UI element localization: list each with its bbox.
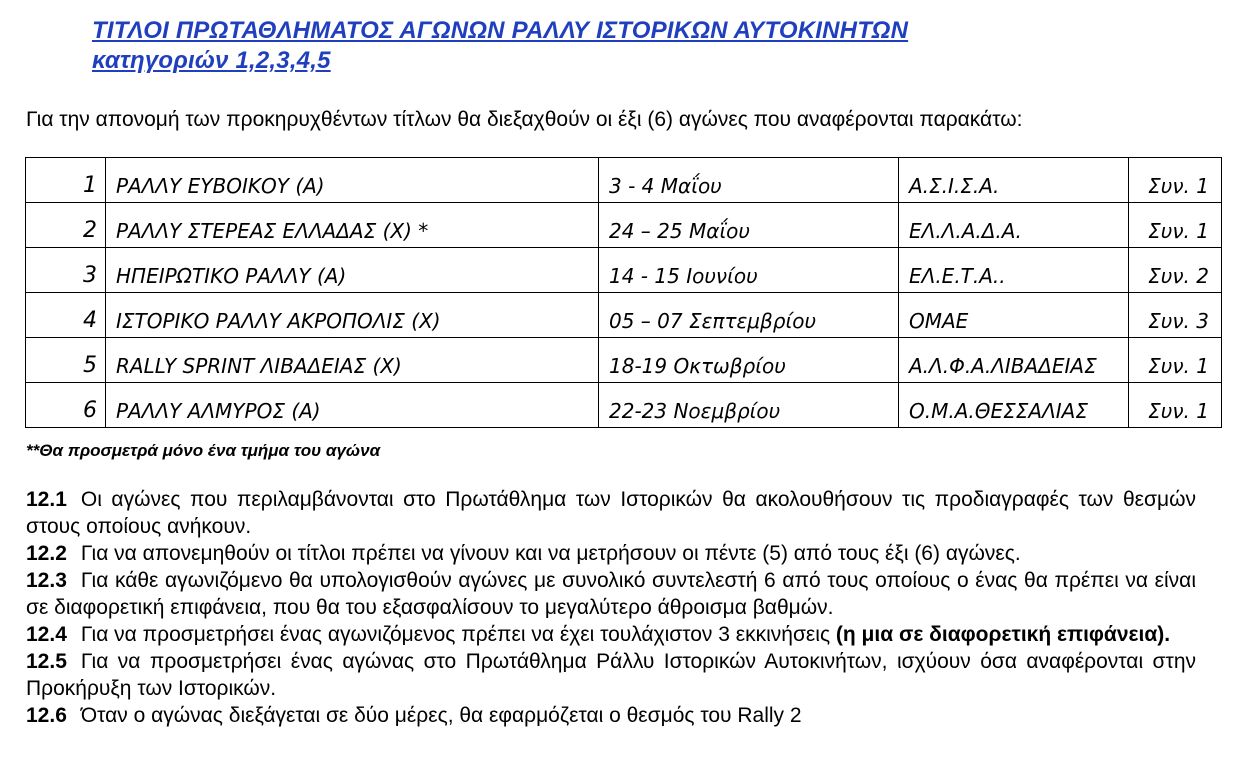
event-name: ΡΑΛΛΥ ΑΛΜΥΡΟΣ (Α) bbox=[106, 383, 599, 428]
rule-text: Για κάθε αγωνιζόμενο θα υπολογισθούν αγώνες με συνολικό συντελεστή 6 από τους οποίους ο ένας θα πρέπει να είναι σε διαφορετική επιφάνεια, που θα του εξασφαλίσουν το μεγαλύτερο άθροισμα βαθμών. bbox=[26, 569, 1196, 619]
title-line-2: κατηγοριών 1,2,3,4,5 bbox=[92, 47, 331, 74]
event-name: ΙΣΤΟΡΙΚΟ ΡΑΛΛΥ ΑΚΡΟΠΟΛΙΣ (Χ) bbox=[106, 293, 599, 338]
event-coefficient: Συν. 1 bbox=[1129, 338, 1222, 383]
rule-emphasis: (η μια σε διαφορετική επιφάνεια). bbox=[835, 623, 1171, 646]
rule-text: Για να απονεμηθούν οι τίτλοι πρέπει να γίνουν και να μετρήσουν οι πέντε (5) από τους έξι (6) αγώνες. bbox=[80, 542, 1021, 565]
event-date: 05 – 07 Σεπτεμβρίου bbox=[599, 293, 899, 338]
event-date: 14 - 15 Ιουνίου bbox=[599, 248, 899, 293]
document-title bbox=[92, 16, 908, 76]
event-number: 1 bbox=[26, 158, 106, 203]
rule-text: Για να προσμετρήσει ένας αγωνιζόμενος πρέπει να έχει τουλάχιστον 3 εκκινήσεις bbox=[80, 623, 836, 646]
event-coefficient: Συν. 1 bbox=[1129, 158, 1222, 203]
table-row bbox=[26, 203, 1222, 248]
table-row bbox=[26, 383, 1222, 428]
event-organizer: ΕΛ.Λ.Α.Δ.Α. bbox=[899, 203, 1129, 248]
table-row bbox=[26, 338, 1222, 383]
intro-paragraph: Για την απονομή των προκηρυχθέντων τίτλων θα διεξαχθούν οι έξι (6) αγώνες που αναφέρονται παρακάτω: bbox=[26, 108, 1023, 131]
table-row bbox=[26, 248, 1222, 293]
event-number: 3 bbox=[26, 248, 106, 293]
rule-item bbox=[26, 567, 1196, 621]
rules-list bbox=[26, 486, 1196, 729]
table-row bbox=[26, 158, 1222, 203]
event-organizer: ΕΛ.Ε.Τ.Α.. bbox=[899, 248, 1129, 293]
event-name: ΗΠΕΙΡΩΤΙΚΟ ΡΑΛΛΥ (Α) bbox=[106, 248, 599, 293]
footnote: **Θα προσμετρά μόνο ένα τμήμα του αγώνα bbox=[26, 441, 381, 460]
event-name: ΡΑΛΛΥ ΣΤΕΡΕΑΣ ΕΛΛΑΔΑΣ (Χ) * bbox=[106, 203, 599, 248]
event-organizer: ΟΜΑΕ bbox=[899, 293, 1129, 338]
event-number: 5 bbox=[26, 338, 106, 383]
event-coefficient: Συν. 2 bbox=[1129, 248, 1222, 293]
event-date: 24 – 25 Μαΐου bbox=[599, 203, 899, 248]
rule-item bbox=[26, 648, 1196, 702]
rule-number: 12.2 bbox=[26, 542, 67, 565]
rule-item bbox=[26, 702, 1196, 729]
rule-text: Για να προσμετρήσει ένας αγώνας στο Πρωτάθλημα Ράλλυ Ιστορικών Αυτοκινήτων, ισχύουν όσα αναφέρονται στην Προκήρυξη των Ιστορικών. bbox=[26, 650, 1196, 700]
rule-number: 12.3 bbox=[26, 569, 67, 592]
event-number: 2 bbox=[26, 203, 106, 248]
rule-number: 12.5 bbox=[26, 650, 67, 673]
rule-number: 12.1 bbox=[26, 488, 67, 511]
rule-item bbox=[26, 486, 1196, 540]
event-name: RALLY SPRINT ΛΙΒΑΔΕΙΑΣ (Χ) bbox=[106, 338, 599, 383]
event-date: 3 - 4 Μαΐου bbox=[599, 158, 899, 203]
rule-item bbox=[26, 621, 1196, 648]
table-row bbox=[26, 293, 1222, 338]
event-name: ΡΑΛΛΥ ΕΥΒΟΙΚΟΥ (Α) bbox=[106, 158, 599, 203]
event-organizer: Α.Σ.Ι.Σ.Α. bbox=[899, 158, 1129, 203]
title-line-1: ΤΙΤΛΟΙ ΠΡΩΤΑΘΛΗΜΑΤΟΣ ΑΓΩΝΩΝ ΡΑΛΛΥ ΙΣΤΟΡΙΚΩΝ ΑΥΤΟΚΙΝΗΤΩΝ bbox=[92, 17, 909, 44]
event-organizer: Α.Λ.Φ.Α.ΛΙΒΑΔΕΙΑΣ bbox=[899, 338, 1129, 383]
events-table bbox=[25, 157, 1222, 428]
rule-number: 12.4 bbox=[26, 623, 67, 646]
event-date: 22-23 Νοεμβρίου bbox=[599, 383, 899, 428]
event-organizer: Ο.Μ.Α.ΘΕΣΣΑΛΙΑΣ bbox=[899, 383, 1129, 428]
event-coefficient: Συν. 1 bbox=[1129, 203, 1222, 248]
event-coefficient: Συν. 3 bbox=[1129, 293, 1222, 338]
rule-item bbox=[26, 540, 1196, 567]
event-number: 4 bbox=[26, 293, 106, 338]
rule-number: 12.6 bbox=[26, 704, 67, 727]
event-coefficient: Συν. 1 bbox=[1129, 383, 1222, 428]
event-date: 18-19 Οκτωβρίου bbox=[599, 338, 899, 383]
event-number: 6 bbox=[26, 383, 106, 428]
rule-text: Όταν ο αγώνας διεξάγεται σε δύο μέρες, θα εφαρμόζεται ο θεσμός του Rally 2 bbox=[80, 704, 802, 727]
rule-text: Οι αγώνες που περιλαμβάνονται στο Πρωτάθλημα των Ιστορικών θα ακολουθήσουν τις προδιαγραφές των θεσμών στους οποίους ανήκουν. bbox=[26, 488, 1196, 538]
